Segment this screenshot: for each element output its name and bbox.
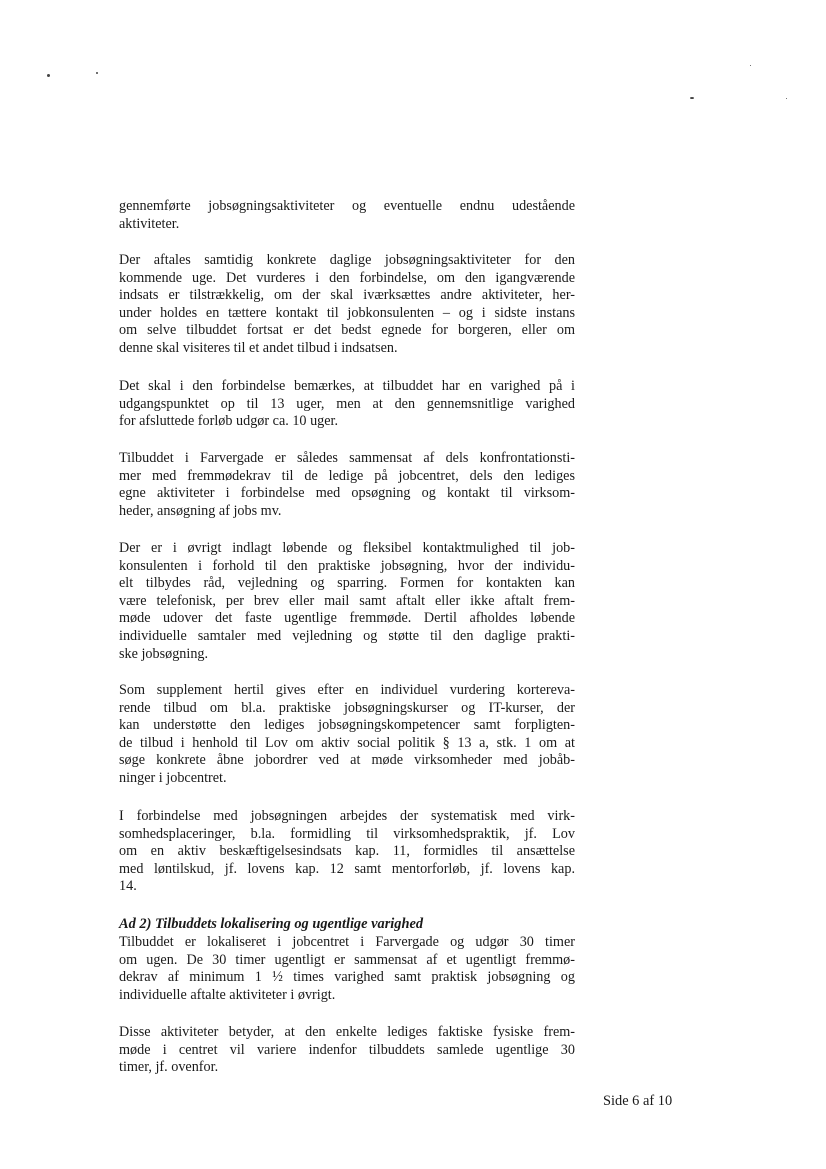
text-line: individuelle aftalte aktiviteter i øvrigt. bbox=[119, 986, 336, 1003]
text-line: egne aktiviteter i forbindelse med opsøgning og kontakt til virksom- bbox=[119, 485, 575, 502]
text-line: Disse aktiviteter betyder, at den enkelte lediges faktiske fysiske frem- bbox=[119, 1024, 575, 1040]
text-line: udgangspunktet op til 13 uger, men at den gennemsnitlige varighed bbox=[119, 395, 575, 412]
paragraph bbox=[119, 540, 575, 663]
page-number: Side 6 af 10 bbox=[603, 1093, 673, 1109]
text-line: timer, jf. ovenfor. bbox=[119, 1059, 219, 1076]
text-line: de tilbud i henhold til Lov om aktiv social politik § 13 a, stk. 1 om at bbox=[119, 734, 575, 751]
text-line: Der er i øvrigt indlagt løbende og fleksibel kontaktmulighed til job- bbox=[119, 540, 575, 556]
scan-speck bbox=[786, 98, 787, 99]
text-line: være telefonisk, per brev eller mail samt aftalt eller ikke aftalt frem- bbox=[119, 592, 575, 609]
text-line: om ugen. De 30 timer ugentligt er sammensat af et ugentligt fremmø- bbox=[119, 951, 575, 968]
section-heading: Ad 2) Tilbuddets lokalisering og ugentlige varighed bbox=[119, 916, 424, 932]
text-line: elt tilbydes råd, vejledning og sparring. Formen for kontakten kan bbox=[119, 575, 575, 592]
text-line: 14. bbox=[119, 878, 137, 895]
text-line: Som supplement hertil gives efter en individuel vurdering kortereva- bbox=[119, 682, 575, 698]
paragraph bbox=[119, 450, 575, 520]
text-line: under holdes en tættere kontakt til jobkonsulenten – og i sidste instans bbox=[119, 304, 575, 321]
text-line: kan understøtte den lediges jobsøgningskompetencer samt forpligten- bbox=[119, 717, 575, 734]
scan-speck bbox=[96, 72, 98, 74]
text-line: heder, ansøgning af jobs mv. bbox=[119, 502, 282, 519]
text-line: ske jobsøgning. bbox=[119, 645, 209, 662]
text-line: møde i centret vil variere indenfor tilbuddets samlede ugentlige 30 bbox=[119, 1041, 575, 1058]
text-line: om en aktiv beskæftigelsesindsats kap. 11, formidles til ansættelse bbox=[119, 843, 575, 860]
text-line: indsats er tilstrækkelig, om der skal iværksættes andre aktiviteter, her- bbox=[119, 287, 575, 304]
paragraph bbox=[119, 198, 575, 233]
text-line: denne skal visiteres til et andet tilbud i indsatsen. bbox=[119, 339, 398, 356]
text-line: kommende uge. Det vurderes i den forbindelse, om den igangværende bbox=[119, 269, 575, 286]
text-line: om selve tilbuddet fortsat er det bedst egnede for borgeren, eller om bbox=[119, 322, 575, 339]
paragraph bbox=[119, 1024, 575, 1077]
text-line: gennemførte jobsøgningsaktiviteter og eventuelle endnu udestående bbox=[119, 198, 575, 214]
text-line: individuelle samtaler med vejledning og støtte til den daglige prakti- bbox=[119, 627, 575, 644]
text-line: rende tilbud om bl.a. praktiske jobsøgningskurser og IT-kurser, der bbox=[119, 699, 575, 716]
scan-speck bbox=[690, 97, 694, 99]
text-line: I forbindelse med jobsøgningen arbejdes der systematisk med virk- bbox=[119, 808, 575, 824]
text-line: dekrav af minimum 1 ½ times varighed samt praktisk jobsøgning og bbox=[119, 969, 575, 986]
text-line: Tilbuddet er lokaliseret i jobcentret i Farvergade og udgør 30 timer bbox=[119, 934, 575, 950]
paragraph bbox=[119, 682, 575, 788]
text-line: Der aftales samtidig konkrete daglige jobsøgningsaktiviteter for den bbox=[119, 252, 575, 268]
paragraph bbox=[119, 808, 575, 896]
paragraph bbox=[119, 378, 575, 431]
text-line: møde udover det faste ugentlige fremmøde. Dertil afholdes løbende bbox=[119, 610, 575, 627]
text-line: somhedsplaceringer, b.la. formidling til virksomhedspraktik, jf. Lov bbox=[119, 825, 575, 842]
paragraph bbox=[119, 252, 575, 358]
text-line: ninger i jobcentret. bbox=[119, 769, 227, 786]
text-line: aktiviteter. bbox=[119, 215, 180, 232]
paragraph bbox=[119, 934, 575, 1004]
text-line: søge konkrete åbne jobordrer ved at møde virksomheder med jobåb- bbox=[119, 752, 575, 769]
text-line: konsulenten i forhold til den praktiske jobsøgning, hvor der individu- bbox=[119, 557, 575, 574]
text-line: med løntilskud, jf. lovens kap. 12 samt mentorforløb, jf. lovens kap. bbox=[119, 860, 575, 877]
text-line: for afsluttede forløb udgør ca. 10 uger. bbox=[119, 413, 339, 430]
scan-speck bbox=[47, 74, 50, 77]
scan-speck bbox=[750, 65, 751, 66]
text-line: Det skal i den forbindelse bemærkes, at tilbuddet har en varighed på i bbox=[119, 378, 575, 394]
text-line: Tilbuddet i Farvergade er således sammensat af dels konfrontationsti- bbox=[119, 450, 575, 466]
text-line: mer med fremmødekrav til de ledige på jobcentret, dels den lediges bbox=[119, 467, 575, 484]
